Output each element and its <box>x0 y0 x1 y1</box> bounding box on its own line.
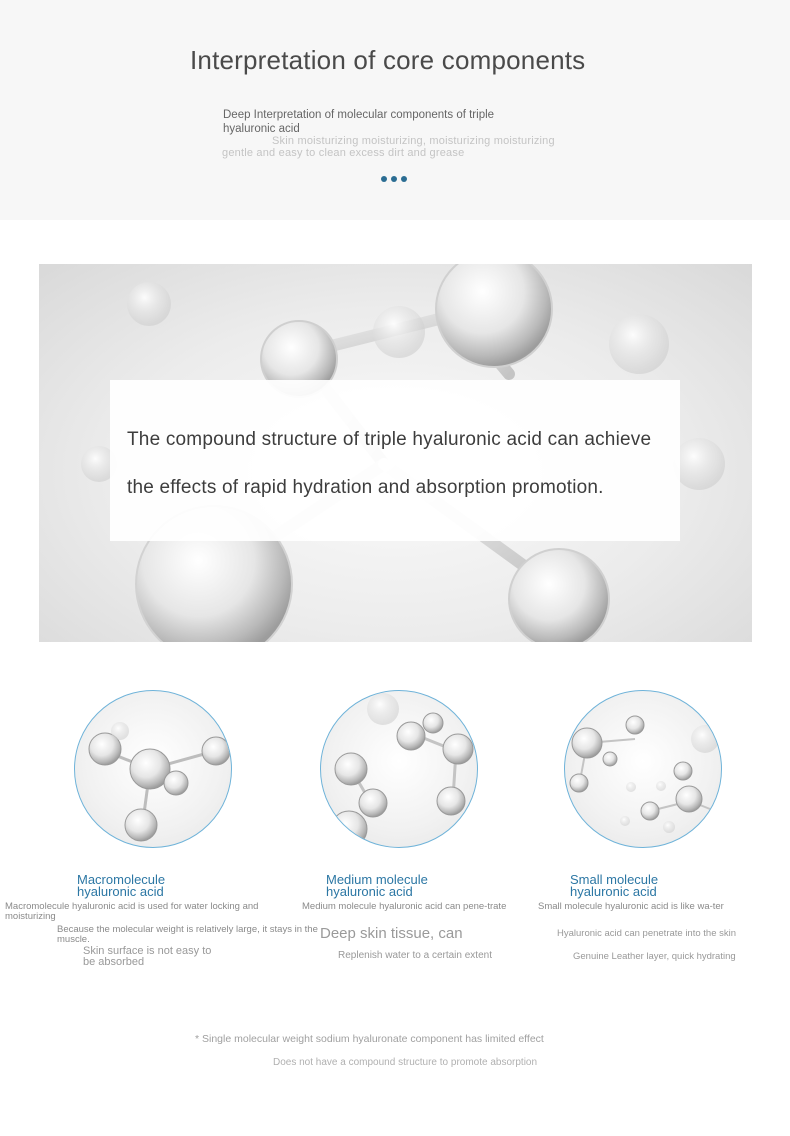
footer-note-2: Does not have a compound structure to promote absorption <box>273 1057 538 1068</box>
hero-text-card <box>110 380 680 541</box>
macromolecule-image <box>74 690 232 848</box>
small-molecule-title: Small molecule hyaluronic acid <box>570 872 659 899</box>
medium-molecule-desc-1: Medium molecule hyaluronic acid can pene-trate <box>302 901 507 912</box>
hero-statement: The compound structure of triple hyaluronic acid can achieve the effects of rapid hydration and absorption promotion. <box>127 429 652 498</box>
header-section <box>0 0 790 220</box>
medium-molecule-image <box>320 690 478 848</box>
small-molecule-desc-2: Hyaluronic acid can penetrate into the skin <box>557 928 737 939</box>
medium-molecule-desc-3: Replenish water to a certain extent <box>338 950 492 961</box>
page-title: Interpretation of core components <box>190 45 586 75</box>
macromolecule-desc-3: Skin surface is not easy to be absorbed <box>83 945 212 968</box>
footer-note-1: * Single molecular weight sodium hyaluronate component has limited effect <box>195 1033 544 1045</box>
hero-banner <box>39 264 752 642</box>
small-molecule-desc-3: Genuine Leather layer, quick hydrating <box>573 951 736 962</box>
macromolecule-desc-2: Because the molecular weight is relatively large, it stays in the muscle. <box>57 924 318 945</box>
faint-subtitle: Skin moisturizing moisturizing, moisturizing moisturizing gentle and easy to clean excess dirt and grease <box>222 135 555 159</box>
subtitle: Deep Interpretation of molecular components of triple hyaluronic acid <box>223 109 495 135</box>
small-molecule-desc-1: Small molecule hyaluronic acid is like wa-ter <box>538 901 724 912</box>
macromolecule-title: Macromolecule hyaluronic acid <box>77 872 166 899</box>
dots-divider <box>381 176 407 182</box>
medium-molecule-desc-2: Deep skin tissue, can <box>320 925 463 942</box>
macromolecule-desc-1: Macromolecule hyaluronic acid is used for water locking and moisturizing <box>5 901 259 922</box>
medium-molecule-title: Medium molecule hyaluronic acid <box>326 872 428 899</box>
small-molecule-image <box>564 690 722 848</box>
